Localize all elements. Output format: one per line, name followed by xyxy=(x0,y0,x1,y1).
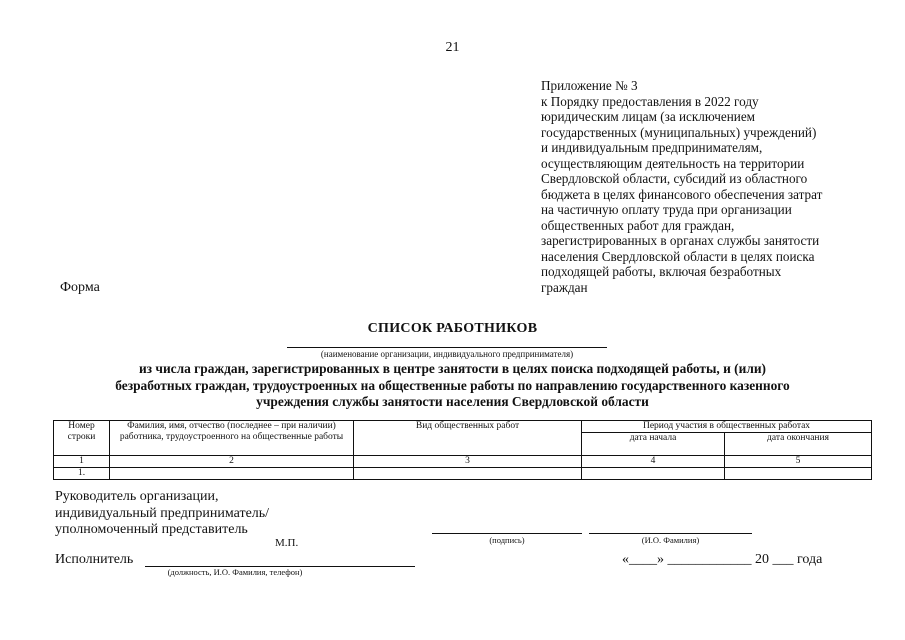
annex-line: юридическим лицам (за исключением xyxy=(541,109,756,124)
subtitle-line: безработных граждан, трудоустроенных на общественные работы по направлению государственного казенного xyxy=(115,377,790,393)
head-line: уполномоченный представитель xyxy=(55,522,248,537)
org-name-caption: (наименование организации, индивидуального предпринимателя) xyxy=(320,349,574,359)
document-subtitle xyxy=(30,361,875,411)
subtitle-line: из числа граждан, зарегистрированных в центре занятости в целях поиска подходящей работы, и (или) xyxy=(138,361,767,376)
header-period: Период участия в общественных работах xyxy=(582,421,872,433)
document-title: СПИСОК РАБОТНИКОВ xyxy=(367,321,538,336)
executor-caption: (должность, И.О. Фамилия, телефон) xyxy=(167,567,303,577)
column-number-cell: 4 xyxy=(582,456,725,468)
annex-line: государственных (муниципальных) учреждений) xyxy=(541,124,817,140)
column-number-cell: 5 xyxy=(725,456,872,468)
header-start-date: дата начала xyxy=(582,433,725,456)
stamp-mark: М.П. xyxy=(275,537,299,549)
name-caption: (И.О. Фамилия) xyxy=(641,535,700,545)
annex-line: Приложение № 3 xyxy=(541,78,638,93)
column-number-cell: 3 xyxy=(354,456,582,468)
annex-line: на частичную оплату труда при организации xyxy=(541,202,792,217)
annex-block xyxy=(541,78,881,295)
annex-line: подходящей работы, включая безработных xyxy=(541,264,782,279)
row-number-cell: 1. xyxy=(54,468,110,480)
annex-line: Свердловской области, субсидий из областного xyxy=(541,171,808,186)
org-name-line[interactable] xyxy=(287,347,607,348)
header-work-type: Вид общественных работ xyxy=(354,421,582,456)
name-line[interactable] xyxy=(589,533,752,534)
head-line: Руководитель организации, xyxy=(55,489,219,504)
head-line: индивидуальный предприниматель/ xyxy=(55,505,270,521)
annex-line: осуществляющим деятельность на территории xyxy=(541,155,805,171)
annex-line: к Порядку предоставления в 2022 году xyxy=(541,93,759,109)
annex-line: населения Свердловской области в целях поиска xyxy=(541,248,815,264)
head-block xyxy=(55,489,269,539)
header-number: Номер строки xyxy=(54,421,110,456)
annex-line: бюджета в целях финансового обеспечения затрат xyxy=(541,186,823,202)
signature-caption: (подпись) xyxy=(489,535,525,545)
form-label: Форма xyxy=(60,280,100,295)
work-type-cell[interactable] xyxy=(354,468,582,480)
annex-line: зарегистрированных в органах службы занятости xyxy=(541,233,820,248)
end-date-cell[interactable] xyxy=(725,468,872,480)
column-number-cell: 2 xyxy=(110,456,354,468)
executor-label: Исполнитель xyxy=(55,552,134,567)
header-name: Фамилия, имя, отчество (последнее – при наличии) работника, трудоустроенного на общественные работы xyxy=(110,421,354,456)
date-line[interactable]: «____» ____________ 20 ___ года xyxy=(622,552,823,567)
annex-line: граждан xyxy=(541,279,588,295)
page-number: 21 xyxy=(445,40,460,55)
annex-line: и индивидуальным предпринимателям, xyxy=(541,140,763,155)
table-row xyxy=(54,468,872,480)
annex-line: общественных работ для граждан, xyxy=(541,217,735,233)
start-date-cell[interactable] xyxy=(582,468,725,480)
header-end-date: дата окончания xyxy=(725,433,872,456)
column-number-cell: 1 xyxy=(54,456,110,468)
name-cell[interactable] xyxy=(110,468,354,480)
signature-line[interactable] xyxy=(432,533,582,534)
workers-table xyxy=(53,420,872,480)
subtitle-line: учреждения службы занятости населения Свердловской области xyxy=(256,394,649,409)
